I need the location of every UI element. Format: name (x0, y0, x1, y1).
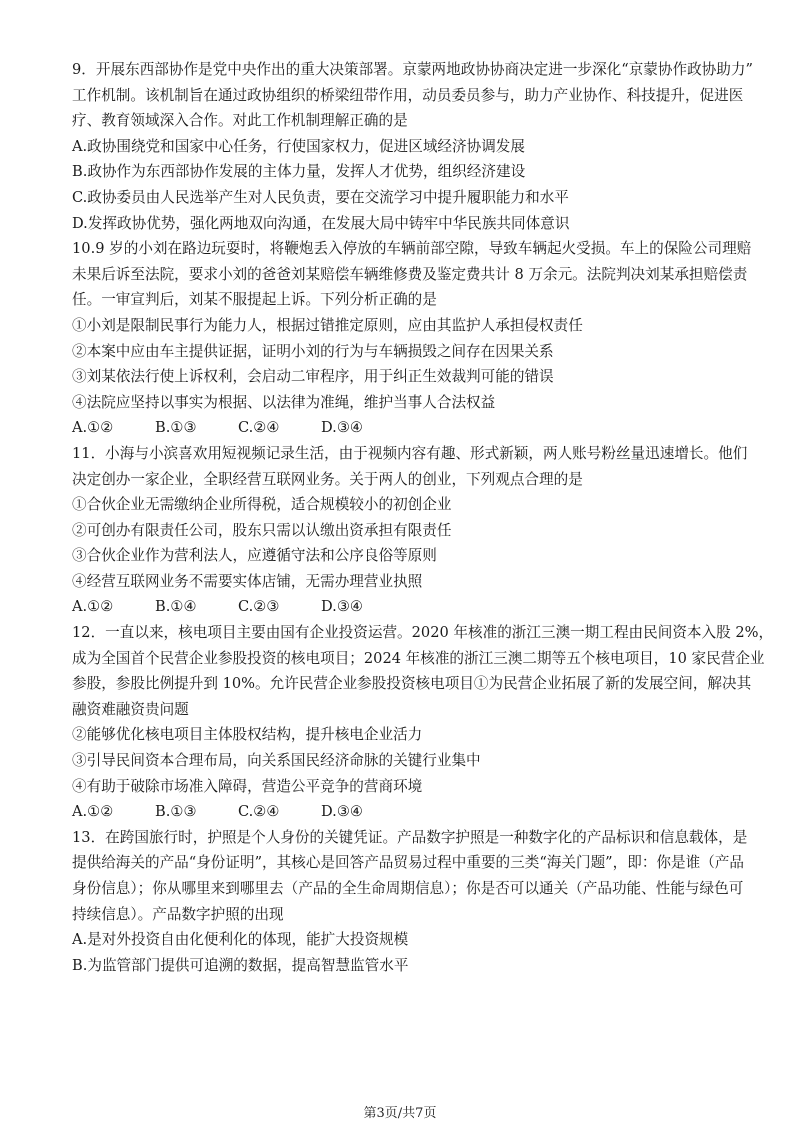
q13-stem-line-4: 持续信息）。产品数字护照的出现 (72, 905, 284, 923)
q12-stem-line-1: 12．一直以来，核电项目主要由国有企业投资运营。2020 年核准的浙江三澳一期工程由民间资本入股 2%， (72, 624, 774, 642)
question-13 (72, 825, 748, 979)
q11-choice-a: A.①② (72, 598, 114, 616)
q10-statement-1: ①小刘是限制民事行为能力人，根据过错推定原则，应由其监护人承担侵权责任 (72, 316, 583, 334)
q12-choices (72, 799, 740, 825)
question-9 (72, 57, 753, 236)
q11-choice-c: C.②③ (238, 598, 280, 616)
q10-statement-3: ③刘某依法行使上诉权利，会启动二审程序，用于纠正生效裁判可能的错误 (72, 368, 554, 386)
q10-stem-line-3: 任。一审宣判后，刘某不服提起上诉。下列分析正确的是 (72, 291, 437, 309)
q10-statement-4: ④法院应坚持以事实为根据、以法律为准绳，维护当事人合法权益 (72, 393, 496, 411)
q12-choice-b: B.①③ (155, 803, 197, 821)
q10-choice-c: C.②④ (238, 419, 280, 437)
q13-stem-line-3: 身份信息）；你从哪里来到哪里去（产品的全生命周期信息）；你是否可以通关（产品功能、性能与绿色可 (72, 880, 744, 897)
q9-option-d: D.发挥政协优势，强化两地双向沟通，在发展大局中铸牢中华民族共同体意识 (72, 214, 570, 232)
q11-choices (72, 594, 740, 620)
q9-option-a: A.政协围绕党和国家中心任务，行使国家权力，促进区域经济协调发展 (72, 137, 525, 155)
q12-choice-d: D.③④ (321, 803, 363, 821)
q11-choice-b: B.①④ (155, 598, 197, 616)
q9-option-b: B.政协作为东西部协作发展的主体力量，发挥人才优势，组织经济建设 (72, 163, 526, 181)
q12-choice-c: C.②④ (238, 803, 280, 821)
q10-choice-b: B.①③ (155, 419, 197, 437)
q10-stem-line-2: 未果后诉至法院，要求小刘的爸爸刘某赔偿车辆维修费及鉴定费共计 8 万余元。法院判决刘某承担赔偿责 (72, 265, 748, 283)
q11-statement-2: ②可创办有限责任公司，股东只需以认缴出资承担有限责任 (72, 521, 452, 539)
q10-stem-line-1: 10.9 岁的小刘在路边玩耍时，将鞭炮丢入停放的车辆前部空隙，导致车辆起火受损。车上的保险公司理赔 (72, 240, 752, 258)
q13-option-b: B.为监管部门提供可追溯的数据，提高智慧监管水平 (72, 956, 409, 974)
q13-stem-line-1: 13．在跨国旅行时，护照是个人身份的关键凭证。产品数字护照是一种数字化的产品标识和信息载体，是 (72, 828, 748, 846)
q12-statement-2: ②能够优化核电项目主体股权结构，提升核电企业活力 (72, 726, 423, 744)
q10-choice-a: A.①② (72, 419, 114, 437)
q13-stem-line-2: 提供给海关的产品“身份证明”，其核心是回答产品贸易过程中重要的三类“海关门题”，即：你是谁（产品 (72, 854, 744, 872)
q13-option-a: A.是对外投资自由化便利化的体现，能扩大投资规模 (72, 931, 409, 949)
q10-choices (72, 415, 740, 441)
q12-choice-a: A.①② (72, 803, 114, 821)
q12-stem-line-2: 成为全国首个民营企业参股投资的核电项目；2024 年核准的浙江三澳二期等五个核电项目，10 家民营企业 (72, 649, 765, 667)
q9-stem-line-2: 工作机制。该机制旨在通过政协组织的桥梁纽带作用，动员委员参与，助力产业协作、科技提升，促进医 (72, 86, 744, 104)
question-10 (72, 236, 752, 441)
question-11 (72, 441, 748, 620)
q12-stem-line-3: 参股，参股比例提升到 10%。允许民营企业参股投资核电项目①为民营企业拓展了新的发展空间，解决其 (72, 675, 752, 693)
q11-choice-d: D.③④ (321, 598, 363, 616)
q9-option-c: C.政协委员由人民选举产生对人民负责，要在交流学习中提升履职能力和水平 (72, 188, 569, 206)
q12-statement-4: ④有助于破除市场准入障碍，营造公平竞争的营商环境 (72, 777, 423, 795)
q9-stem-line-3: 疗、教育领域深入合作。对此工作机制理解正确的是 (72, 112, 408, 130)
question-12 (72, 620, 774, 825)
q11-statement-1: ①合伙企业无需缴纳企业所得税，适合规模较小的初创企业 (72, 496, 452, 514)
q10-statement-2: ②本案中应由车主提供证据，证明小刘的行为与车辆损毁之间存在因果关系 (72, 342, 554, 360)
q10-choice-d: D.③④ (321, 419, 363, 437)
question-content (72, 57, 774, 978)
q11-stem-line-1: 11．小海与小滨喜欢用短视频记录生活，由于视频内容有趣、形式新颖，两人账号粉丝量迅速增长。他们 (72, 444, 748, 462)
q11-statement-3: ③合伙企业作为营利法人，应遵循守法和公序良俗等原则 (72, 547, 437, 565)
q12-statement-3: ③引导民间资本合理布局，向关系国民经济命脉的关键行业集中 (72, 752, 481, 770)
page-number: 第3页/共7页 (363, 1106, 437, 1121)
q12-stem-line-4: 融资难融资贵问题 (72, 700, 189, 718)
q11-statement-4: ④经营互联网业务不需要实体店铺，无需办理营业执照 (72, 572, 423, 590)
q11-stem-line-2: 决定创办一家企业，全职经营互联网业务。关于两人的创业，下列观点合理的是 (72, 470, 583, 488)
q9-stem-line-1: 9．开展东西部协作是党中央作出的重大决策部署。京蒙两地政协协商决定进一步深化“京蒙协作政协助力” (72, 61, 753, 78)
